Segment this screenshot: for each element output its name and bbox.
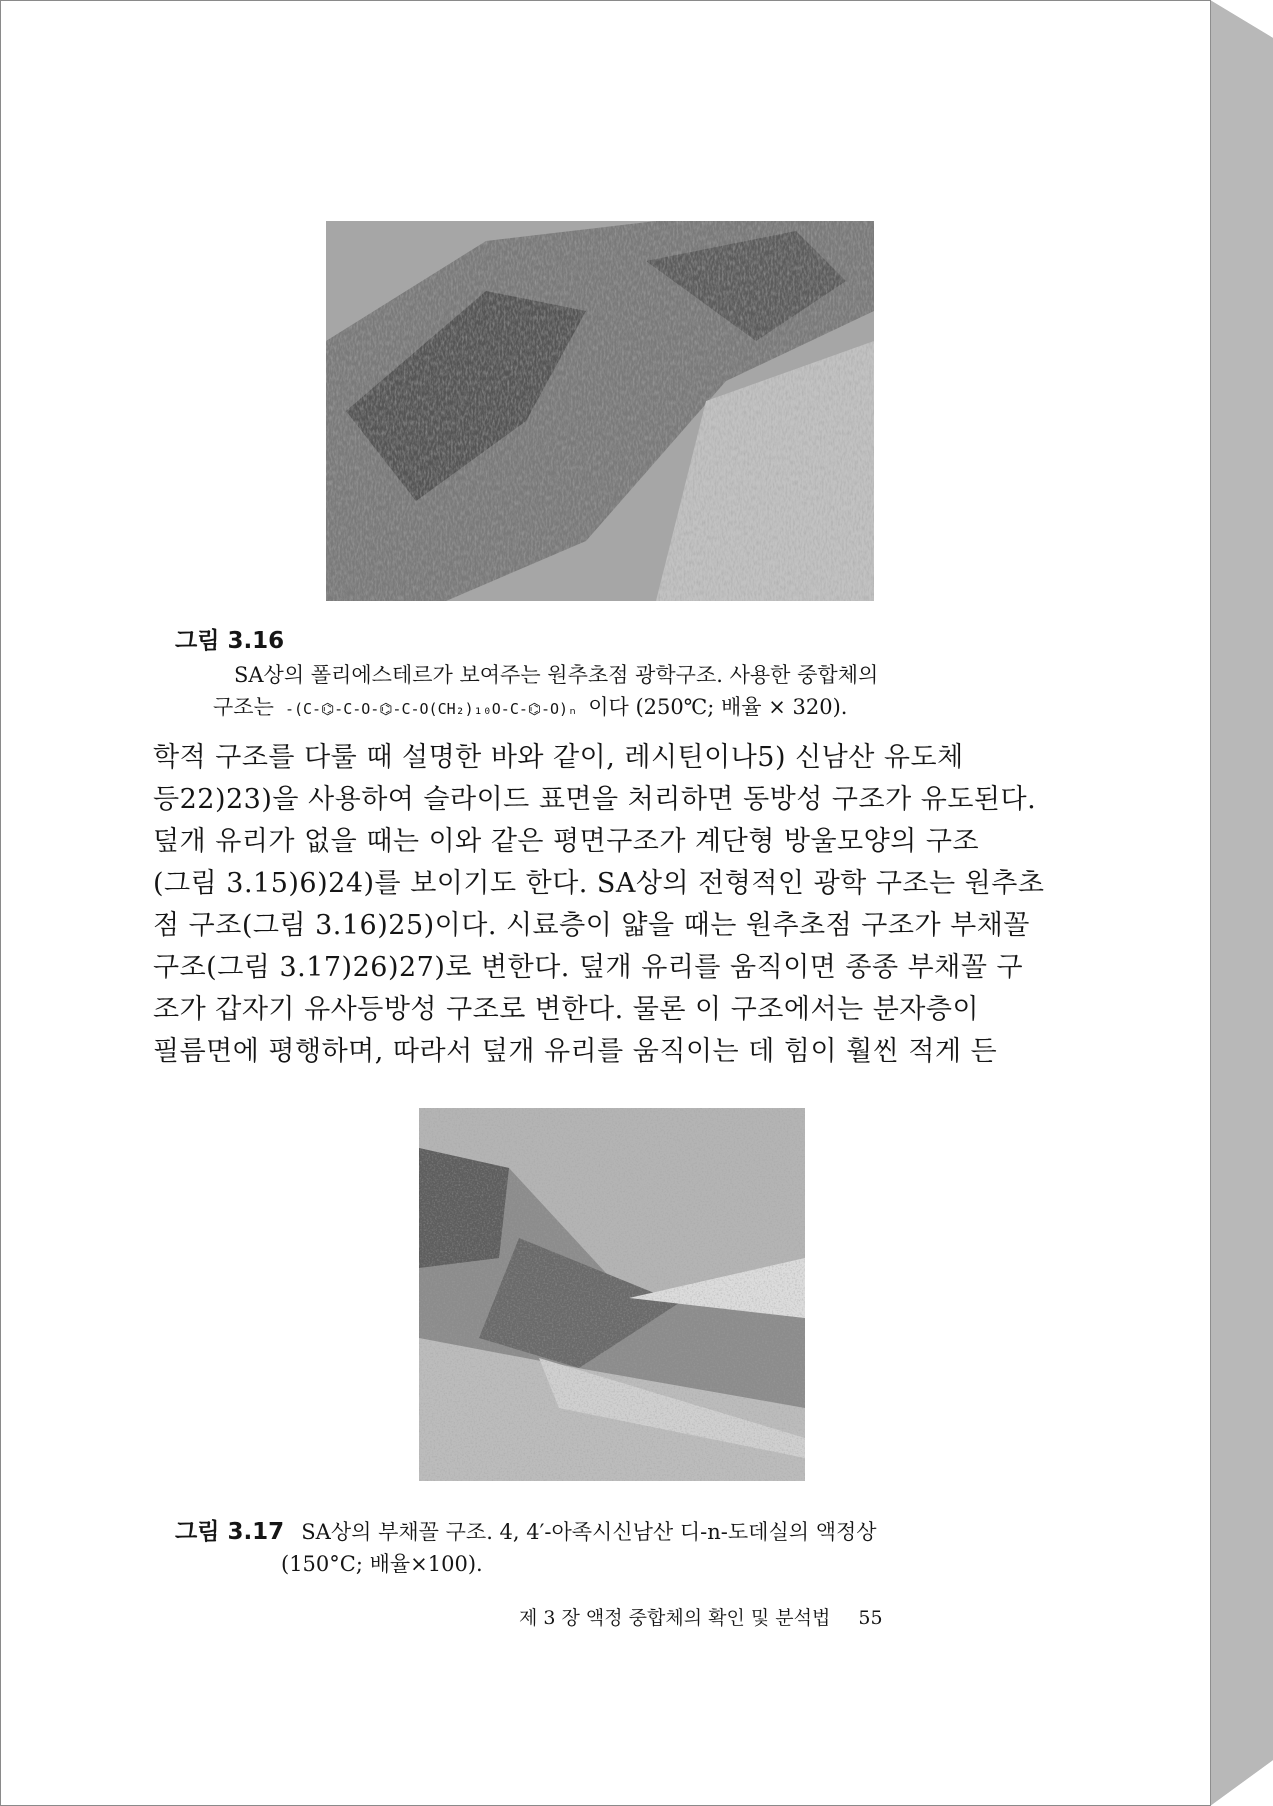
page-number: 55 [858,1607,883,1629]
figure-3-17-caption-line-2: (150°C; 배율×100). [281,1552,483,1576]
body-line: 점 구조(그림 3.16)25)이다. 시료층이 얇을 때는 원추초점 구조가 부채꼴 [153,910,1030,941]
body-line: 학적 구조를 다룰 때 설명한 바와 같이, 레시틴이나5) 신남산 유도체 [153,742,964,773]
figure-3-17-micrograph [419,1108,805,1481]
figure-3-16-caption-line-1: SA상의 폴리에스테르가 보여주는 원추초점 광학구조. 사용한 중합체의 [234,663,879,687]
body-line: 필름면에 평행하며, 따라서 덮개 유리를 움직이는 데 힘이 훨씬 적게 든 [153,1036,998,1067]
figure-3-16-title: 그림 3.16 [175,628,285,654]
chapter-title: 제 3 장 액정 중합체의 확인 및 분석법 [519,1607,831,1629]
body-line: (그림 3.15)6)24)를 보이기도 한다. SA상의 전형적인 광학 구조는 원추초 [153,868,1045,899]
figure-3-16-caption-prefix: 구조는 [213,695,274,719]
figure-3-17-caption [175,1513,877,1546]
figure-3-16-caption-suffix: 이다 (250℃; 배율 × 320). [588,695,848,719]
polymer-structure-formula: -(C-⌬-C-O-⌬-C-O(CH₂)₁₀O-C-⌬-O)ₙ [284,700,578,718]
body-line: 구조(그림 3.17)26)27)로 변한다. 덮개 유리를 움직이면 종종 부채꼴 구 [153,952,1024,983]
figure-3-16-caption-line-2 [213,691,847,721]
body-line: 등22)23)을 사용하여 슬라이드 표면을 처리하면 동방성 구조가 유도된다. [153,784,1037,815]
body-line: 덮개 유리가 없을 때는 이와 같은 평면구조가 계단형 방울모양의 구조 [153,826,980,857]
running-footer [519,1603,883,1630]
figure-3-17-caption-line-1: SA상의 부채꼴 구조. 4, 4′-아족시신남산 디-n-도데실의 액정상 [301,1520,877,1544]
figure-3-16-micrograph [326,221,874,601]
body-line: 조가 갑자기 유사등방성 구조로 변한다. 물론 이 구조에서는 분자층이 [153,994,980,1025]
figure-3-17-title: 그림 3.17 [175,1519,285,1545]
